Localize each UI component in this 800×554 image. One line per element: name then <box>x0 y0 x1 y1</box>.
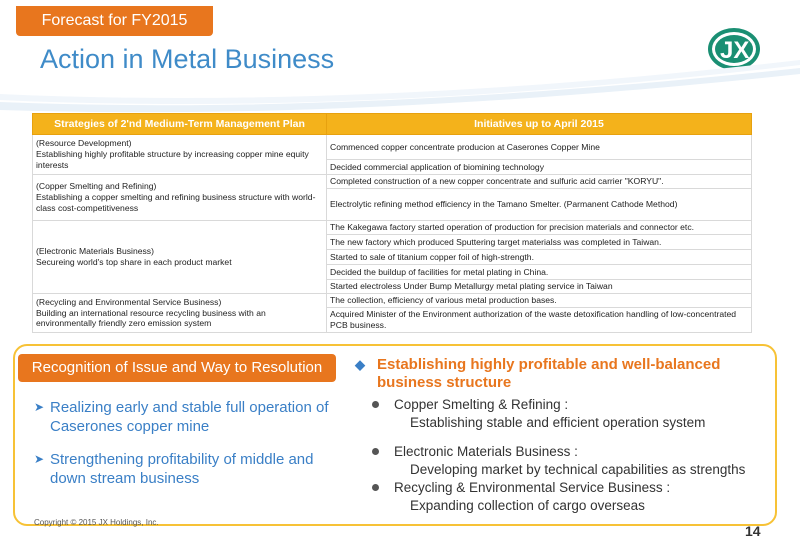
arrow-bullet-icon: ➤ <box>34 452 45 466</box>
initiative-cell: Started electroless Under Bump Metallurgy metal plating service in Taiwan <box>327 280 752 294</box>
strategy-cell <box>33 221 327 294</box>
bullet-subtext: Establishing stable and efficient operation system <box>410 415 706 430</box>
issue-item-text: Strengthening profitability of middle and down stream business <box>50 451 314 487</box>
strategy-text: Establishing highly profitable structure by increasing copper mine equity interests <box>36 149 309 170</box>
strategy-text: Building an international resource recycling business with an environmentally friendly zero emission system <box>36 307 266 329</box>
page-title: Action in Metal Business <box>40 44 335 74</box>
strategy-text: Establishing a copper smelting and refining business structure with world-class cost-competitiveness <box>36 192 316 213</box>
bullet-dot-icon <box>372 484 379 491</box>
table-header-row <box>33 114 752 135</box>
forecast-tag: Forecast for FY2015 <box>16 6 213 36</box>
initiative-cell: Acquired Minister of the Environment authorization of the waste detoxification handling of low-concentrated PCB business. <box>327 307 752 332</box>
diamond-icon: ◆ <box>355 357 365 372</box>
column-header-initiatives: Initiatives up to April 2015 <box>327 114 752 135</box>
strategy-cell <box>33 175 327 221</box>
initiative-cell: Decided commercial application of biomining technology <box>327 160 752 175</box>
table-row <box>33 135 752 160</box>
initiative-cell: Started to sale of titanium copper foil of high-strength. <box>327 250 752 265</box>
bullet-dot-icon <box>372 448 379 455</box>
column-header-strategies: Strategies of 2'nd Medium-Term Management Plan <box>33 114 327 135</box>
table-row <box>33 221 752 235</box>
page-number: 14 <box>745 523 761 539</box>
bullet-title: Recycling & Environmental Service Business : <box>394 480 671 495</box>
strategy-cell <box>33 135 327 175</box>
bullet-subtext: Expanding collection of cargo overseas <box>410 498 645 513</box>
resolution-bullet <box>372 479 772 515</box>
initiative-cell: The new factory which produced Sputtering target materialss was completed in Taiwan. <box>327 235 752 250</box>
strategy-cell <box>33 294 327 333</box>
issue-tag: Recognition of Issue and Way to Resolution <box>18 354 336 382</box>
strategy-heading: (Copper Smelting and Refining) <box>36 181 157 192</box>
issue-item-text: Realizing early and stable full operation of Caserones copper mine <box>50 399 329 435</box>
bullet-dot-icon <box>372 401 379 408</box>
strategy-heading: (Recycling and Environmental Service Business) <box>36 296 222 307</box>
initiative-cell: The collection, efficiency of various metal production bases. <box>327 294 752 308</box>
resolution-heading <box>355 356 775 392</box>
strategy-heading: (Resource Development) <box>36 138 132 149</box>
copyright: Copyright © 2015 JX Holdings, Inc. <box>34 518 159 527</box>
bullet-title: Electronic Materials Business : <box>394 444 578 459</box>
strategy-text: Secureing world's top share in each product market <box>36 257 232 267</box>
issue-item <box>34 450 350 488</box>
table-row <box>33 175 752 189</box>
resolution-heading-text: Establishing highly profitable and well-balanced business structure <box>377 356 721 391</box>
strategy-heading: (Electronic Materials Business) <box>36 246 154 257</box>
bullet-subtext: Developing market by technical capabilities as strengths <box>410 462 746 477</box>
initiative-cell: Decided the buildup of facilities for metal plating in China. <box>327 265 752 280</box>
strategy-table <box>32 113 752 333</box>
initiative-cell: The Kakegawa factory started operation of production for precision materials and connector etc. <box>327 221 752 235</box>
bullet-title: Copper Smelting & Refining : <box>394 397 569 412</box>
resolution-bullet <box>372 396 772 432</box>
arrow-bullet-icon: ➤ <box>34 400 45 414</box>
initiative-cell: Completed construction of a new copper concentrate and sulfuric acid carrier "KORYU". <box>327 175 752 189</box>
logo-text: JX <box>720 37 750 64</box>
initiative-cell: Electrolytic refining method efficiency in the Tamano Smelter. (Parmanent Cathode Method) <box>327 189 752 221</box>
resolution-bullet <box>372 443 772 479</box>
issue-item <box>34 398 350 436</box>
initiative-cell: Commenced copper concentrate producion at Caserones Copper Mine <box>327 135 752 160</box>
table-row <box>33 294 752 308</box>
